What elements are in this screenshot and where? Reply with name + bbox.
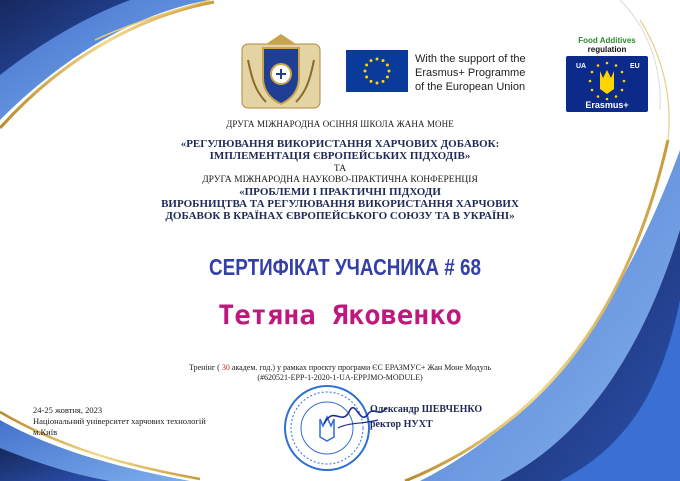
training-info — [130, 363, 550, 383]
school-name: ДРУГА МІЖНАРОДНА ОСІННЯ ШКОЛА ЖАНА МОНЕ — [226, 119, 454, 129]
eu-support-text — [415, 52, 555, 94]
date-location — [33, 405, 253, 438]
food-additives-title — [562, 36, 652, 54]
conference-name: ДРУГА МІЖНАРОДНА НАУКОВО-ПРАКТИЧНА КОНФЕРЕНЦІЯ — [202, 175, 478, 185]
event-block — [110, 138, 570, 222]
food-additives-line: Food Additives — [578, 36, 636, 45]
training-prefix: Тренінг ( — [188, 363, 220, 372]
conference-title-line: ДОБАВОК В КРАЇНАХ ЄВРОПЕЙСЬКОГО СОЮЗУ ТА В УКРАЇНІ» — [165, 210, 515, 222]
signer-block — [370, 402, 530, 432]
erasmus-plus-label: Erasmus+ — [585, 100, 629, 110]
badge-eu: EU — [630, 63, 640, 70]
project-id: (#620521-EPP-1-2020-1-UA-EPPJMO-MODULE) — [257, 373, 423, 382]
eu-support-line: of the European Union — [415, 81, 526, 93]
city-name: м.Київ — [33, 427, 58, 437]
event-dates: 24-25 жовтня, 2023 — [33, 405, 103, 415]
signer-position: ректор НУХТ — [370, 419, 433, 430]
university-crest — [238, 30, 324, 114]
conference-title-line: ВИРОБНИЦТВА ТА РЕГУЛЮВАННЯ ВИКОРИСТАННЯ ХАРЧОВИХ — [161, 198, 519, 210]
university-name: Національний університет харчових технологій — [33, 416, 206, 426]
conference-title-line: «ПРОБЛЕМИ І ПРАКТИЧНІ ПІДХОДИ — [239, 186, 441, 198]
food-additives-subline: regulation — [587, 45, 627, 54]
badge-ua: UA — [576, 63, 587, 70]
participant-name: Тетяна Яковенко — [218, 300, 462, 331]
eu-flag — [346, 50, 408, 92]
school-title-line: «РЕГУЛЮВАННЯ ВИКОРИСТАННЯ ХАРЧОВИХ ДОБАВОК: — [180, 138, 500, 150]
eu-support-line: Erasmus+ Programme — [415, 67, 526, 79]
training-suffix: академ. год.) у рамках проєкту програми ЄС ЕРАЗМУС+ Жан Моне Модуль — [231, 363, 491, 372]
connector-text: ТА — [333, 164, 347, 174]
certificate-title: СЕРТИФІКАТ УЧАСНИКА # 68 — [209, 254, 481, 280]
eu-support-line: With the support of the — [415, 53, 526, 65]
training-hours: 30 — [221, 363, 230, 372]
signer-name: Олександр ШЕВЧЕНКО — [370, 404, 483, 415]
school-title-line: ІМПЛЕМЕНТАЦІЯ ЄВРОПЕЙСЬКИХ ПІДХОДІВ» — [209, 150, 471, 162]
